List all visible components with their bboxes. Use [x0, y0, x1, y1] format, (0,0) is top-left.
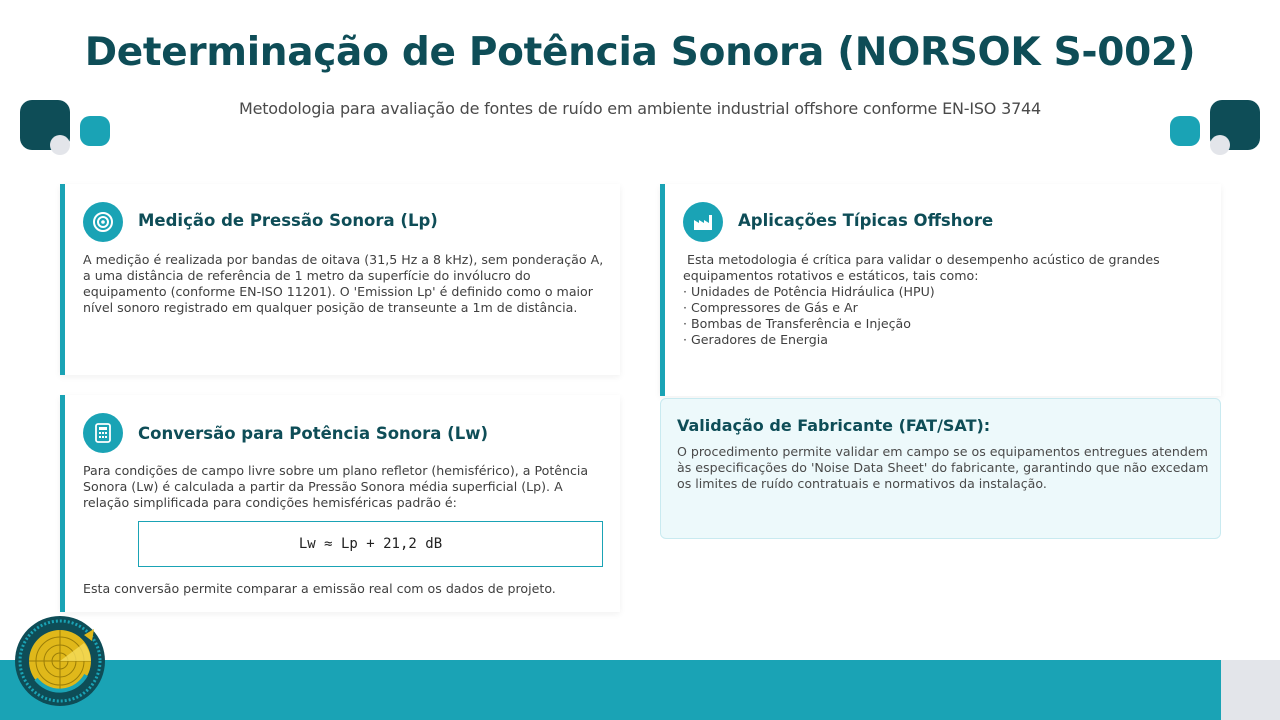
- validation-body: O procedimento permite validar em campo se os equipamentos entregues atendem às especificações do 'Noise Data Sheet' do fabricante, garantindo que não excedam os limites de ruído contratuais e normativos da instalação.: [677, 444, 1209, 491]
- card-footer-note: Esta conversão permite comparar a emissão real com os dados de projeto.: [83, 581, 556, 596]
- calculator-icon: [83, 413, 123, 453]
- validation-title: Validação de Fabricante (FAT/SAT):: [677, 416, 991, 435]
- target-icon: [83, 202, 123, 242]
- card-body: Para condições de campo livre sobre um plano refletor (hemisférico), a Potência Sonora (Lw) é calculada a partir da Pressão Sonora média superficial (Lp). A relação simplificada para condições hemisféricas padrão é:: [83, 463, 589, 510]
- footer-bar: [0, 660, 1221, 720]
- validation-callout: [660, 398, 1221, 539]
- card-power-conversion: [60, 395, 620, 612]
- card-pressure-measurement: [60, 184, 620, 375]
- list-item: · Compressores de Gás e Ar: [683, 300, 858, 315]
- page-subtitle: Metodologia para avaliação de fontes de ruído em ambiente industrial offshore conforme EN-ISO 3744: [238, 99, 1042, 118]
- equipment-list: [683, 284, 1208, 348]
- formula-box: Lw ≈ Lp + 21,2 dB: [138, 521, 603, 567]
- card-title: Medição de Pressão Sonora (Lp): [138, 211, 438, 230]
- decor-square-teal-left: [80, 116, 110, 146]
- list-item: · Bombas de Transferência e Injeção: [683, 316, 911, 331]
- radar-emblem-icon: [14, 615, 106, 707]
- card-offshore-applications: [660, 184, 1221, 396]
- factory-icon: [683, 202, 723, 242]
- card-body: A medição é realizada por bandas de oitava (31,5 Hz a 8 kHz), sem ponderação A, a uma distância de referência de 1 metro da superfície do invólucro do equipamento (conforme EN-ISO 11201). O 'Emission Lp' é definido como o maior nível sonoro registrado em qualquer posição de transeunte a 1m de distância.: [83, 252, 604, 315]
- decor-dot-right: [1210, 135, 1230, 155]
- list-item: · Geradores de Energia: [683, 332, 828, 347]
- footer-corner-block: [1221, 660, 1280, 720]
- decor-square-teal-right: [1170, 116, 1200, 146]
- list-item: · Unidades de Potência Hidráulica (HPU): [683, 284, 935, 299]
- page-title: Determinação de Potência Sonora (NORSOK S-002): [84, 30, 1196, 75]
- card-title: Conversão para Potência Sonora (Lw): [138, 424, 488, 443]
- decor-dot-left: [50, 135, 70, 155]
- card-title: Aplicações Típicas Offshore: [738, 211, 994, 230]
- card-intro: Esta metodologia é crítica para validar o desempenho acústico de grandes equipamentos rotativos e estáticos, tais como:: [683, 252, 1164, 283]
